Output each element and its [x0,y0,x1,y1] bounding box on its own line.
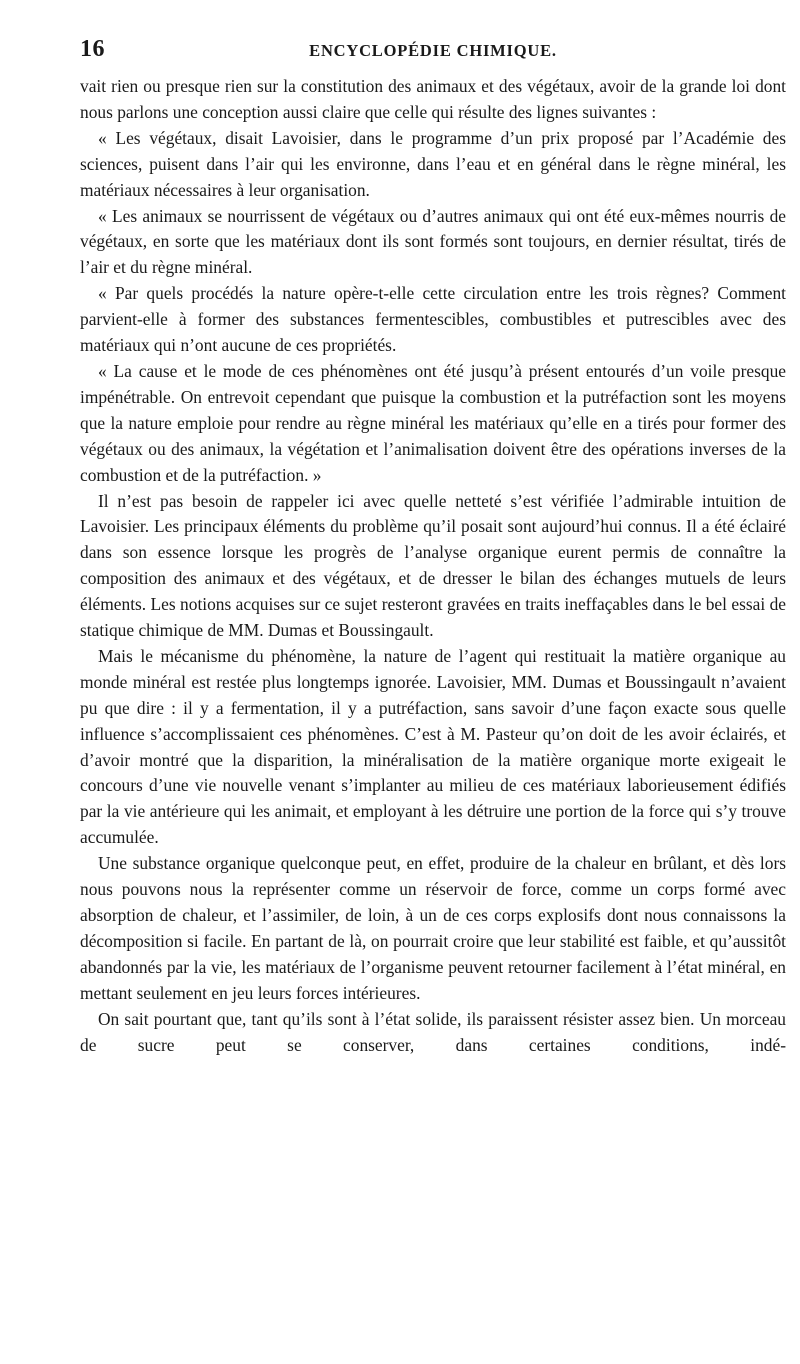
running-header [80,36,786,66]
paragraph: « Par quels procédés la nature opère-t-elle cette circulation entre les trois règnes? Comment parvient-elle à former des substances fermentescibles, combustibles et putrescibles avec des matériaux qui n’ont aucune de ces propriétés. [80,283,786,356]
paragraph: « La cause et le mode de ces phénomènes ont été jusqu’à présent entourés d’un voile presque impénétrable. On entrevoit cependant que puisque la combustion et la putréfaction sont les moyens que la nature emploie pour rendre au règne minéral les matériaux qu’elle en a tirés pour former des végétaux ou des animaux, la végétation et l’animalisation doivent être des opérations inverses de la combustion et de la putréfaction. » [80,360,786,485]
paragraph: Une substance organique quelconque peut, en effet, produire de la chaleur en brûlant, et dès lors nous pouvons nous la représenter comme un réservoir de force, comme un corps formé avec absorption de chaleur, et l’assimiler, de loin, à un de ces corps explosifs dont nous connaissons la décomposition si facile. En partant de là, on pourrait croire que leur stabilité est faible, et qu’aussitôt abandonnés par la vie, les matériaux de l’organisme peuvent retourner facilement à l’état minéral, en mettant seulement en jeu leurs forces intérieures. [80,853,786,1003]
paragraph: « Les végétaux, disait Lavoisier, dans le programme d’un prix proposé par l’Académie des sciences, puisent dans l’air qui les environne, dans l’eau et en général dans le règne minéral, les matériaux nécessaires à leur organisation. [80,127,786,200]
page-number: 16 [80,36,105,62]
body-text [80,74,786,1058]
paragraph: Mais le mécanisme du phénomène, la nature de l’agent qui restituait la matière organique au monde minéral est restée plus longtemps ignorée. Lavoisier, MM. Dumas et Boussingault n’avaient pu que dire : il y a fermentation, il y a putréfaction, sans savoir d’une façon exacte sous quelle influence s’accomplissaient ces phénomènes. C’est à M. Pasteur qu’on doit de les avoir éclairés, et d’avoir montré que la disparition, la minéralisation de la matière organique morte exigeait le concours d’une vie nouvelle venant s’implanter au milieu de ces matériaux laborieusement édifiés par la vie antérieure qui les animait, et employant à les détruire une portion de la force qui s’y trouve accumulée. [80,645,786,848]
header-title: ENCYCLOPÉDIE CHIMIQUE. [309,41,557,60]
paragraph: vait rien ou presque rien sur la constitution des animaux et des végétaux, avoir de la grande loi dont nous parlons une conception aussi claire que celle qui résulte des lignes suivantes : [80,76,786,122]
paragraph: Il n’est pas besoin de rappeler ici avec quelle netteté s’est vérifiée l’admirable intuition de Lavoisier. Les principaux éléments du problème qu’il posait sont aujourd’hui connus. Il a été éclairé dans son essence lorsque les progrès de l’analyse organique eurent permis de connaître la composition des animaux et des végétaux, et de dresser le bilan des échanges mutuels de leurs éléments. Les notions acquises sur ce sujet resteront gravées en traits ineffaçables dans le bel essai de statique chimique de MM. Dumas et Boussingault. [80,490,786,641]
book-page [80,36,786,1058]
paragraph: On sait pourtant que, tant qu’ils sont à l’état solide, ils paraissent résister assez bien. Un morceau de sucre peut se conserver, dans certaines conditions, indé- [80,1008,786,1055]
paragraph: « Les animaux se nourrissent de végétaux ou d’autres animaux qui ont été eux-mêmes nourris de végétaux, en sorte que les matériaux dont ils sont formés sont toujours, en dernier résultat, tirés de l’air et du règne minéral. [80,205,786,278]
